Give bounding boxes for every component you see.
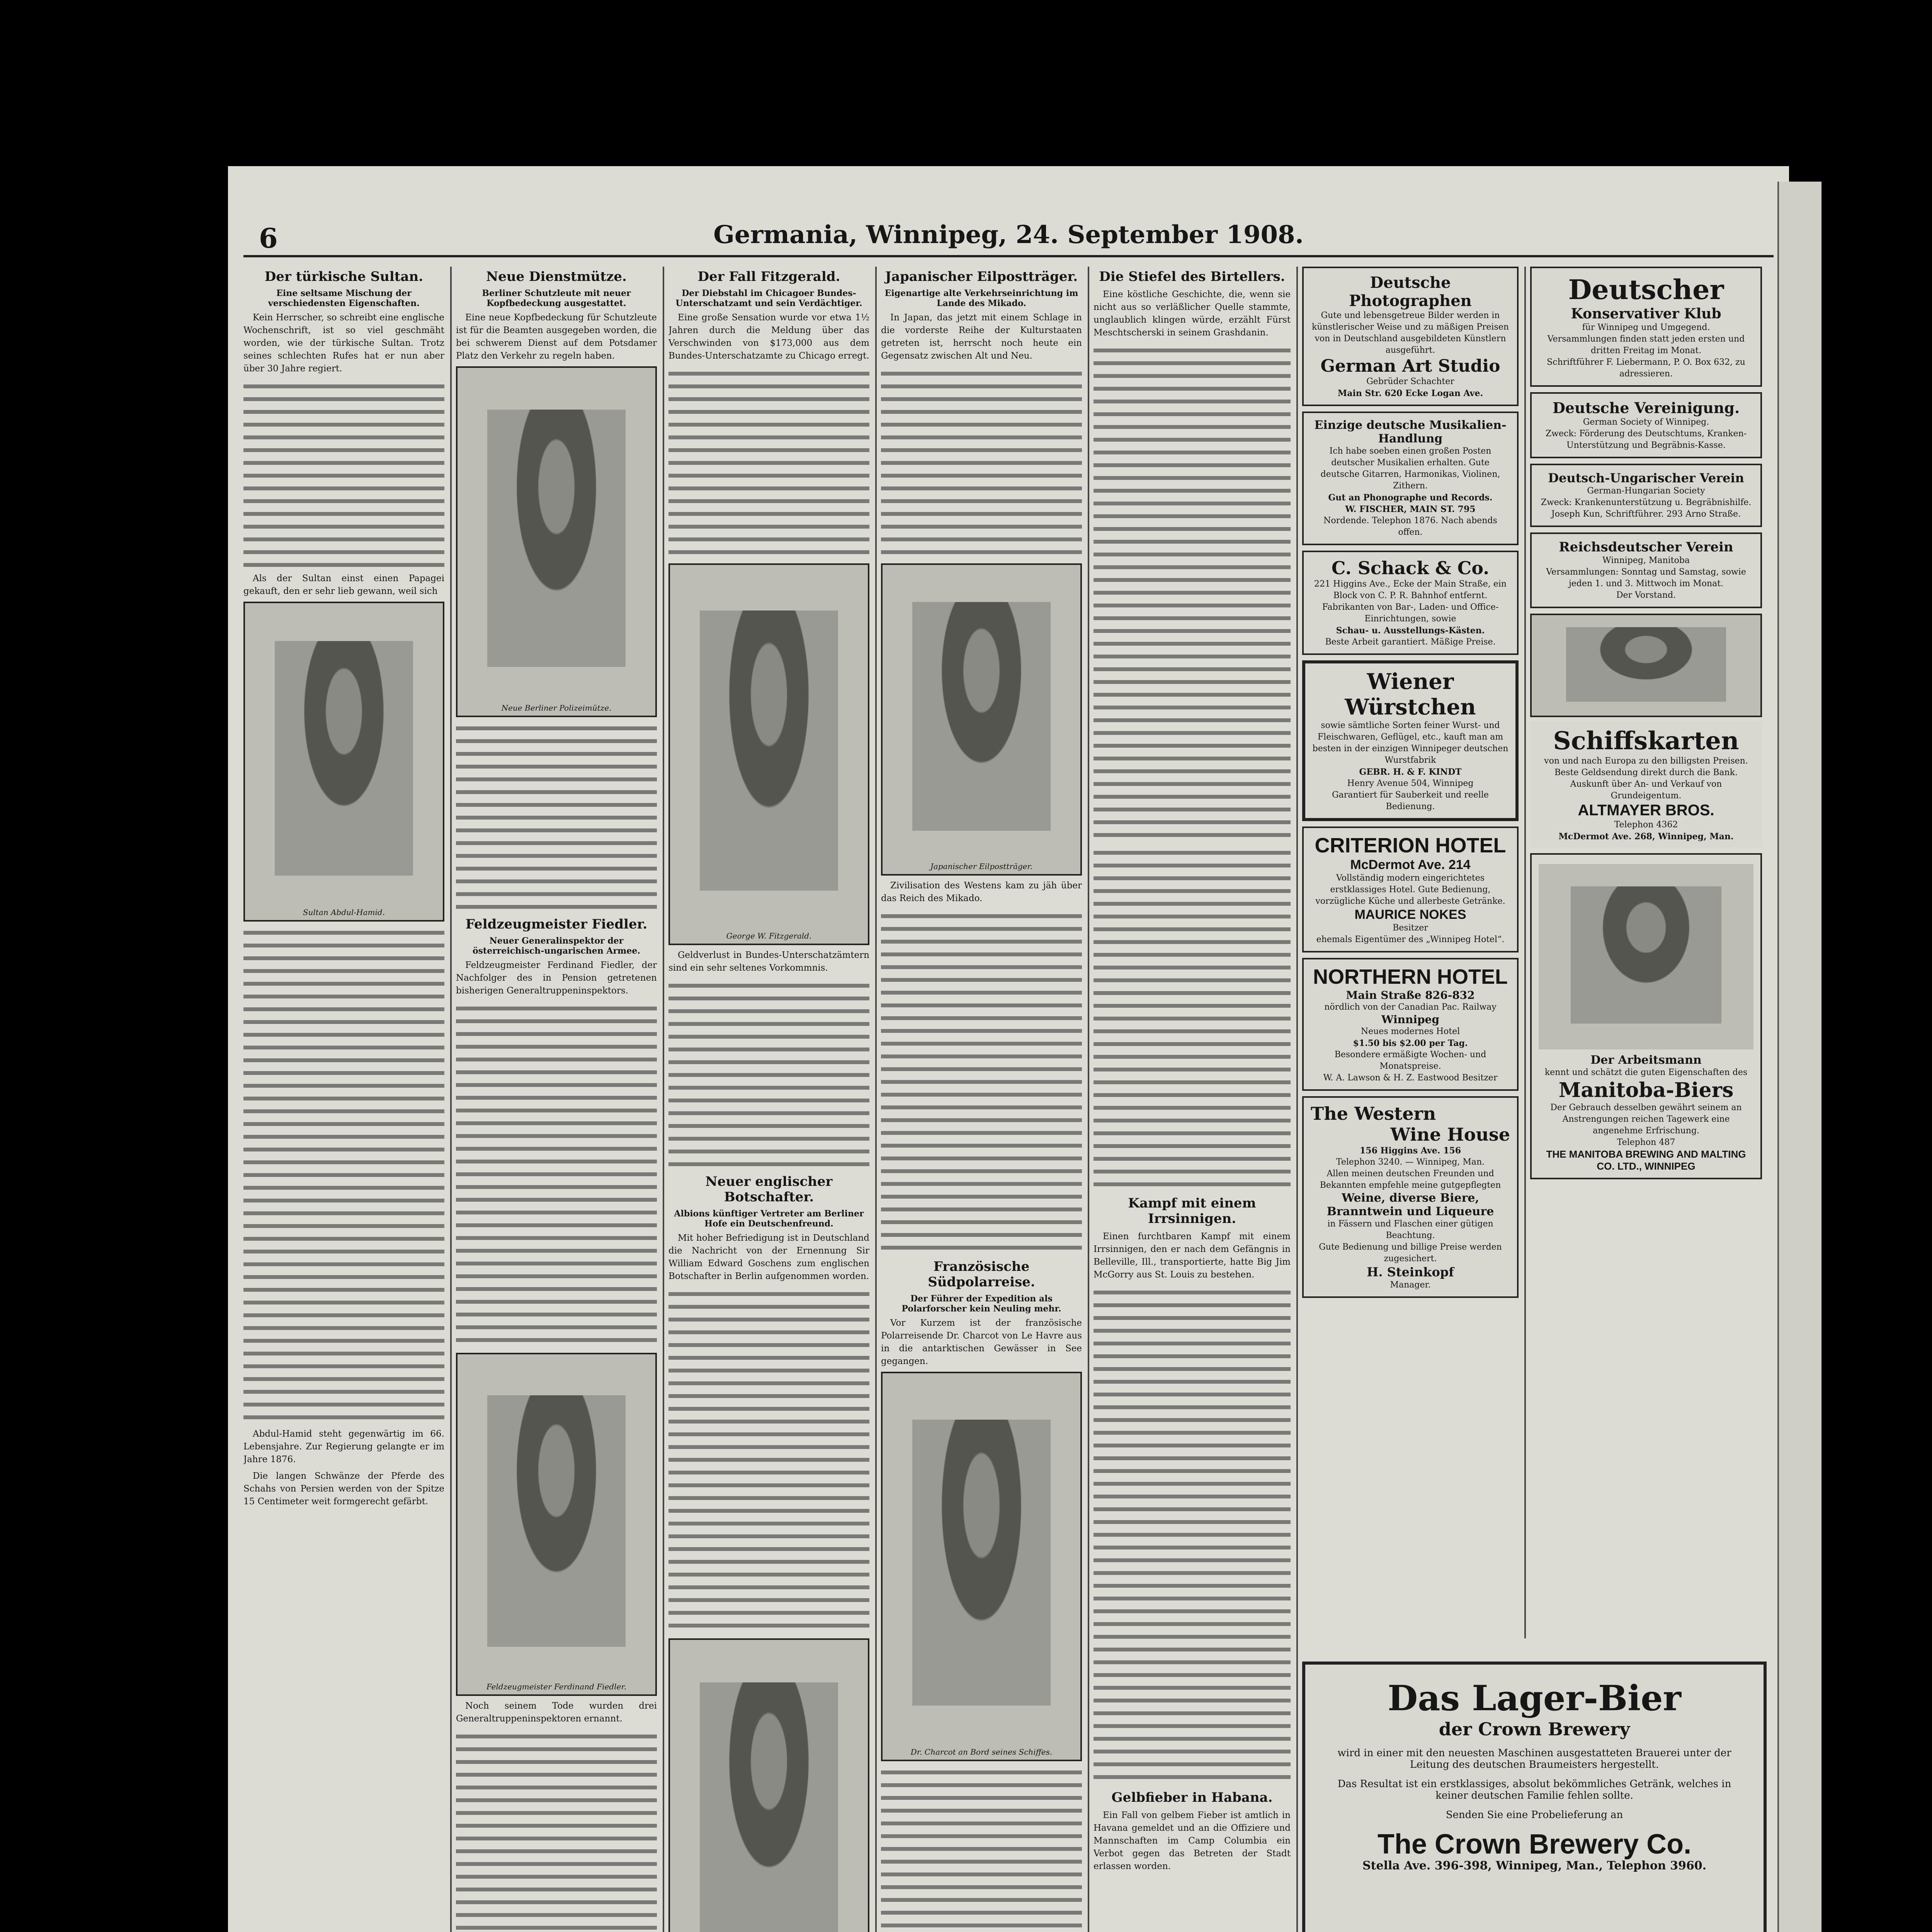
column-japan — [881, 267, 1082, 1932]
illustration-caption: George W. Fitzgerald. — [726, 931, 812, 940]
manitoba-beer-ad: Der Arbeitsmann kennt und schätzt die guten Eigenschaften des Manitoba-Biers Der Gebrauch desselben gewährt seinem an Anstrengungen reichen Tagewerk eine angenehme Erfrischung. Telephon 487 THE MANITOBA BREWING AND MALTING CO. LTD., WINNIPEG — [1530, 853, 1762, 1179]
portrait-image — [487, 1395, 626, 1647]
fiedler-illustration — [456, 1353, 657, 1696]
illustration-caption: Feldzeugmeister Ferdinand Fiedler. — [486, 1682, 627, 1691]
ads-column-right — [1530, 267, 1762, 1638]
schiffskarten-ad: Schiffskarten von und nach Europa zu den billigsten Preisen. Beste Geldsendung direkt durch die Bank. Auskunft über An- und Verkauf von Grundeigentum. ALTMAYER BROS. Telephon 4362 McDermot Ave. 268, Winnipeg, Man. — [1530, 721, 1762, 848]
portrait-image — [275, 641, 413, 876]
reichsdeutscher-verein-ad: Reichsdeutscher Verein Winnipeg, Manitoba Versammlungen: Sonntag und Samstag, sowie jeden 1. und 3. Mittwoch im Monat. Der Vorstand. — [1530, 532, 1762, 608]
article-paragraph: Mit hoher Befriedigung ist in Deutschland die Nachricht von der Ernennung Sir William Edward Goschens zum englischen Botschafter in Berlin aufgenommen worden. — [668, 1233, 869, 1281]
column-stiefel — [1094, 267, 1291, 1932]
fitzgerald-illustration — [668, 563, 869, 945]
photographer-ad: Deutsche Photographen Gute und lebensgetreue Bilder werden in künstlerischer Weise und zu mäßigen Preisen von in Deutschland ausgebildeten Künstlern ausgeführt. German Art Studio Gebrüder Schachter Main Str. 620 Ecke Logan Ave. — [1302, 267, 1519, 406]
column-rule — [663, 267, 664, 1932]
schack-ad: C. Schack & Co. 221 Higgins Ave., Ecke der Main Straße, ein Block von C. P. R. Bahnhof entfernt. Fabrikanten von Bar-, Laden- und Office-Einrichtungen, sowie Schau- u. Ausstellungs-Kästen. Beste Arbeit garantiert. Mäßige Preise. — [1302, 551, 1519, 655]
column-rule — [875, 267, 877, 1932]
article-title: Der Fall Fitzgerald. — [697, 269, 840, 284]
portrait-image — [700, 1682, 838, 1932]
newspaper-page — [228, 166, 1789, 1932]
ship-image — [912, 1420, 1051, 1706]
article-paragraph: Geldverlust in Bundes-Unterschatzämtern sind ein sehr seltenes Vorkommnis. — [668, 950, 869, 973]
article-paragraph: Abdul-Hamid steht gegenwärtig im 66. Lebensjahre. Zur Regierung gelangte er im Jahre 1876. — [243, 1429, 444, 1464]
article-title: Gelbfieber in Habana. — [1111, 1790, 1273, 1805]
article-subtitle: Eine seltsame Mischung der verschiedensten Eigenschaften. — [268, 288, 420, 308]
article-title: Französische Südpolarreise. — [928, 1259, 1035, 1290]
article-paragraph: Als der Sultan einst einen Papagei gekauft, den er sehr lieb gewann, weil sich — [243, 573, 444, 596]
steamship-illustration — [1530, 614, 1762, 717]
courier-illustration — [881, 563, 1082, 876]
masthead: Germania, Winnipeg, 24. September 1908. — [713, 220, 1304, 249]
deutsch-ungarischer-verein-ad: Deutsch-Ungarischer Verein German-Hungarian Society Zweck: Krankenunterstützung u. Begräbnishilfe. Joseph Kun, Schriftführer. 293 Arno Straße. — [1530, 464, 1762, 527]
article-title: Japanischer Eilpostträger. — [885, 269, 1078, 284]
body-text — [1094, 1285, 1291, 1787]
illustration-caption: Neue Berliner Polizeimütze. — [501, 703, 612, 713]
article-subtitle: Eigenartige alte Verkehrseinrichtung im Lande des Mikado. — [884, 288, 1078, 308]
steamship-image — [1566, 627, 1726, 701]
article-subtitle: Albions künftiger Vertreter am Berliner Hofe ein Deutschenfreund. — [674, 1209, 864, 1229]
body-text — [456, 721, 657, 914]
column-rule — [1088, 267, 1089, 1932]
page-edge — [1777, 182, 1821, 1932]
policeman-image — [487, 410, 626, 667]
article-subtitle: Der Führer der Expedition als Polarforscher kein Neuling mehr. — [901, 1294, 1061, 1314]
article-paragraph: Feldzeugmeister Ferdinand Fiedler, der Nachfolger des in Pension getretenen bisherigen Generaltruppeninspektors. — [456, 960, 657, 996]
northern-hotel-ad: NORTHERN HOTEL Main Straße 826-832 nördlich von der Canadian Pac. Railway Winnipeg Neues modernes Hotel $1.50 bis $2.00 per Tag. Besondere ermäßigte Wochen- und Monatspreise. W. A. Lawson & H. Z. Eastwood Besitzer — [1302, 958, 1519, 1091]
courier-image — [912, 602, 1051, 831]
body-text — [243, 379, 444, 572]
article-paragraph: Eine köstliche Geschichte, die, wenn sie nicht aus so verläßlicher Quelle stammte, unglaublich klingen würde, erzählt Fürst Meschtscherski in seinem Grashdanin. — [1094, 289, 1291, 338]
body-text — [456, 1729, 657, 1932]
article-subtitle: Neuer Generalinspektor der österreichisch-ungarischen Armee. — [472, 936, 640, 956]
music-shop-ad: Einzige deutsche Musikalien-Handlung Ich habe soeben einen großen Posten deutscher Musikalien erhalten. Gute deutsche Gitarren, Harmonikas, Violinen, Zithern. Gut an Phonographe und Records. W. FISCHER, MAIN ST. 795 Nordende. Telephon 1876. Nach abends offen. — [1302, 412, 1519, 545]
deutsche-vereinigung-ad: Deutsche Vereinigung. German Society of Winnipeg. Zweck: Förderung des Deutschtums, Kranken-Unterstützung und Begräbnis-Kasse. — [1530, 392, 1762, 458]
column-fitzgerald — [668, 267, 869, 1932]
body-text — [243, 925, 444, 1428]
article-title: Neue Dienstmütze. — [486, 269, 627, 284]
body-text — [456, 1001, 657, 1349]
body-text — [668, 366, 869, 560]
article-title: Neuer englischer Botschafter. — [705, 1174, 833, 1205]
illustration-caption: Sultan Abdul-Hamid. — [303, 908, 385, 917]
konservativer-klub-ad: Deutscher Konservativer Klub für Winnipeg und Umgegend. Versammlungen finden statt jeden ersten und dritten Freitag im Monat. Schriftführer F. Liebermann, P. O. Box 632, zu adressieren. — [1530, 267, 1762, 387]
police-cap-illustration — [456, 366, 657, 717]
workman-illustration — [1539, 864, 1753, 1049]
article-title: Die Stiefel des Birtellers. — [1099, 269, 1285, 284]
illustration-caption: Japanischer Eilpostträger. — [930, 862, 1033, 871]
article-paragraph: Eine neue Kopfbedeckung für Schutzleute ist für die Beamten ausgegeben worden, die bei schwerem Dienst auf dem Potsdamer Platz den Verkehr zu regeln haben. — [456, 313, 657, 361]
illustration-caption: Dr. Charcot an Bord seines Schiffes. — [910, 1747, 1053, 1757]
article-paragraph: Einen furchtbaren Kampf mit einem Irrsinnigen, den er nach dem Gefängnis in Belleville, Ill., transportierte, hatte Big Jim McGorry aus St. Louis zu bestehen. — [1094, 1231, 1291, 1280]
crown-brewery-ad: Das Lager-Bier der Crown Brewery wird in einer mit den neuesten Maschinen ausgestatteten Brauerei unter der Leitung des deutschen Braumeisters hergestellt. Das Resultat ist ein erstklassiges, absolut bekömmliches Getränk, welches in keiner deutschen Familie fehlen sollte. Senden Sie eine Probelieferung an The Crown Brewery Co. Stella Ave. 396-398, Winnipeg, Man., Telephon 3960. — [1302, 1662, 1767, 1932]
criterion-hotel-ad: CRITERION HOTEL McDermot Ave. 214 Vollständig modern eingerichtetes erstklassiges Hotel. Gute Bedienung, vorzügliche Küche und allerbeste Getränke. MAURICE NOKES Besitzer ehemals Eigentümer des „Winnipeg Hotel“. — [1302, 827, 1519, 952]
column-sultan — [243, 267, 444, 1932]
article-paragraph: Die langen Schwänze der Pferde des Schahs von Persien werden von der Spitze 15 Centimeter weit formgerecht gefärbt. — [243, 1471, 444, 1507]
portrait-image — [700, 611, 838, 891]
workman-image — [1571, 886, 1721, 1024]
article-subtitle: Der Diebstahl im Chicagoer Bundes-Unterschatzamt und sein Verdächtiger. — [675, 288, 862, 308]
column-dienstmuetze — [456, 267, 657, 1932]
body-text — [668, 978, 869, 1172]
column-rule — [1296, 267, 1298, 1932]
article-paragraph: Vor Kurzem ist der französische Polarreisende Dr. Charcot von Le Havre aus in die antarktischen Gewässer in See gegangen. — [881, 1318, 1082, 1366]
body-text — [881, 909, 1082, 1257]
article-title: Feldzeugmeister Fiedler. — [465, 917, 648, 932]
article-paragraph: Noch seinem Tode wurden drei Generaltruppeninspektoren ernannt. — [456, 1701, 657, 1724]
sultan-illustration — [243, 602, 444, 922]
article-paragraph: Zivilisation des Westens kam zu jäh über das Reich des Mikado. — [881, 881, 1082, 903]
column-rule — [1524, 267, 1526, 1638]
column-rule — [450, 267, 452, 1932]
article-title: Kampf mit einem Irrsinnigen. — [1128, 1196, 1256, 1226]
body-text — [881, 366, 1082, 560]
article-paragraph: Kein Herrscher, so schreibt eine englische Wochenschrift, ist so viel geschmäht worden, wie der türkische Sultan. Trotz seines schlechten Rufes hat er nun aber über 30 Jahre regiert. — [243, 313, 444, 374]
article-title: Der türkische Sultan. — [264, 269, 423, 284]
body-text — [1094, 343, 1291, 845]
page-header — [243, 220, 1774, 257]
body-text — [668, 1287, 869, 1634]
goschen-illustration — [668, 1638, 869, 1932]
charcot-illustration — [881, 1372, 1082, 1761]
wine-house-ad: The Western Wine House 156 Higgins Ave. 156 Telephon 3240. — Winnipeg, Man. Allen meinen deutschen Freunden und Bekannten empfehle meine gutgepflegten Weine, diverse Biere, Branntwein und Liqueure in Fässern und Flaschen einer gütigen Beachtung. Gute Bedienung und billige Preise werden zugesichert. H. Steinkopf Manager. — [1302, 1096, 1519, 1298]
wiener-wuerstchen-ad: Wiener Würstchen sowie sämtliche Sorten feiner Wurst- und Fleischwaren, Geflügel, etc., kauft man am besten in der einzigen Winnipeger deutschen Wurstfabrik GEBR. H. & F. KINDT Henry Avenue 504, Winnipeg Garantiert für Sauberkeit und reelle Bedienung. — [1302, 660, 1519, 821]
article-paragraph: Eine große Sensation wurde vor etwa 1½ Jahren durch die Meldung über das Verschwinden von $173,000 aus dem Bundes-Unterschatzamte zu Chicago erregt. — [668, 313, 869, 361]
body-text — [881, 1765, 1082, 1932]
article-subtitle: Berliner Schutzleute mit neuer Kopfbedeckung ausgestattet. — [482, 288, 631, 308]
body-text — [1094, 845, 1291, 1193]
article-paragraph: Ein Fall von gelbem Fieber ist amtlich in Havana gemeldet und an die Offiziere und Mannschaften im Camp Columbia ein Verbot gegen das Betreten der Stadt erlassen worden. — [1094, 1810, 1291, 1871]
article-paragraph: In Japan, das jetzt mit einem Schlage in die vorderste Reihe der Kulturstaaten getreten ist, herrscht noch heute ein Gegensatz zwischen Alt und Neu. — [881, 313, 1082, 361]
page-number: 6 — [259, 222, 278, 254]
